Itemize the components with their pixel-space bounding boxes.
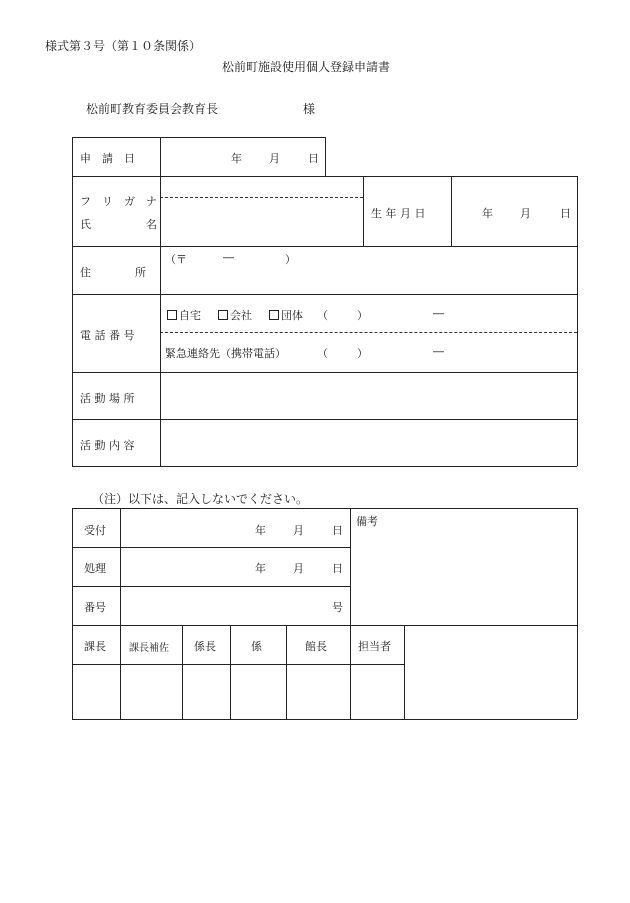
processed-month: 月	[293, 562, 304, 575]
emergency-paren-close: ）	[357, 347, 368, 360]
emergency-paren-open: （	[317, 347, 328, 360]
phone-option-home[interactable]	[167, 307, 201, 323]
application-date-label: 申 請 日	[80, 152, 135, 165]
activity-place-field[interactable]	[161, 373, 576, 418]
address-label: 住 所	[80, 266, 146, 279]
stamp-header-subsection-chief: 係長	[194, 640, 216, 653]
postal-suffix: ）	[285, 253, 296, 266]
processed-label: 処理	[84, 562, 106, 575]
birth-month-label: 月	[520, 207, 531, 220]
number-suffix: 号	[332, 601, 343, 614]
received-month: 月	[293, 524, 304, 537]
month-label: 月	[269, 152, 280, 165]
phone-field[interactable]	[161, 295, 576, 331]
received-day: 日	[332, 524, 343, 537]
furigana-label: フ リ ガ ナ	[80, 195, 157, 208]
stamp-header-director: 館長	[305, 640, 327, 653]
remarks-label: 備考	[356, 515, 378, 528]
stamp-header-assistant-chief: 課長補佐	[129, 643, 169, 654]
phone-paren-close: ）	[357, 309, 368, 322]
emergency-label: 緊急連絡先（携帯電話）	[165, 347, 286, 360]
phone-option-company-label: 会社	[230, 309, 252, 322]
phone-paren-open: （	[317, 309, 328, 322]
page-title: 松前町施設使用個人登録申請書	[222, 60, 391, 74]
checkbox-icon	[167, 310, 177, 320]
name-label: 氏 名	[80, 218, 157, 231]
birthdate-field[interactable]	[452, 177, 576, 245]
phone-label: 電 話 番 号	[80, 329, 135, 342]
birth-day-label: 日	[560, 207, 571, 220]
furigana-field[interactable]	[161, 177, 362, 196]
checkbox-icon	[269, 310, 279, 320]
name-field[interactable]	[161, 199, 362, 245]
postal-prefix: （〒	[165, 253, 187, 266]
birthdate-label: 生 年 月 日	[371, 207, 426, 220]
number-label: 番号	[84, 601, 106, 614]
birth-year-label: 年	[482, 207, 493, 220]
honorific: 様	[303, 102, 316, 116]
application-date-field[interactable]	[161, 138, 324, 175]
phone-option-home-label: 自宅	[179, 309, 201, 322]
stamp-header-person-in-charge: 担当者	[358, 640, 391, 653]
activity-content-field[interactable]	[161, 420, 576, 465]
address-field[interactable]	[161, 247, 576, 293]
processed-day: 日	[332, 562, 343, 575]
activity-content-label: 活 動 内 容	[80, 439, 135, 452]
office-use-note: （注）以下は、記入しないでください。	[92, 492, 309, 506]
activity-place-label: 活 動 場 所	[80, 392, 135, 405]
form-number: 様式第３号（第１０条関係）	[45, 39, 202, 53]
emergency-dash: ―	[433, 345, 444, 358]
processed-year: 年	[255, 562, 266, 575]
phone-option-company[interactable]	[218, 307, 252, 323]
postal-dash: ―	[223, 251, 234, 264]
stamp-header-section-chief: 課長	[84, 640, 106, 653]
phone-option-group-label: 団体	[281, 309, 303, 322]
emergency-field[interactable]	[161, 334, 576, 371]
received-label: 受付	[84, 524, 106, 537]
day-label: 日	[308, 152, 319, 165]
addressee: 松前町教育委員会教育長	[86, 102, 219, 116]
phone-option-group[interactable]	[269, 307, 303, 323]
phone-dash: ―	[433, 307, 444, 320]
stamp-header-staff: 係	[251, 640, 262, 653]
received-year: 年	[255, 524, 266, 537]
checkbox-icon	[218, 310, 228, 320]
year-label: 年	[231, 152, 242, 165]
